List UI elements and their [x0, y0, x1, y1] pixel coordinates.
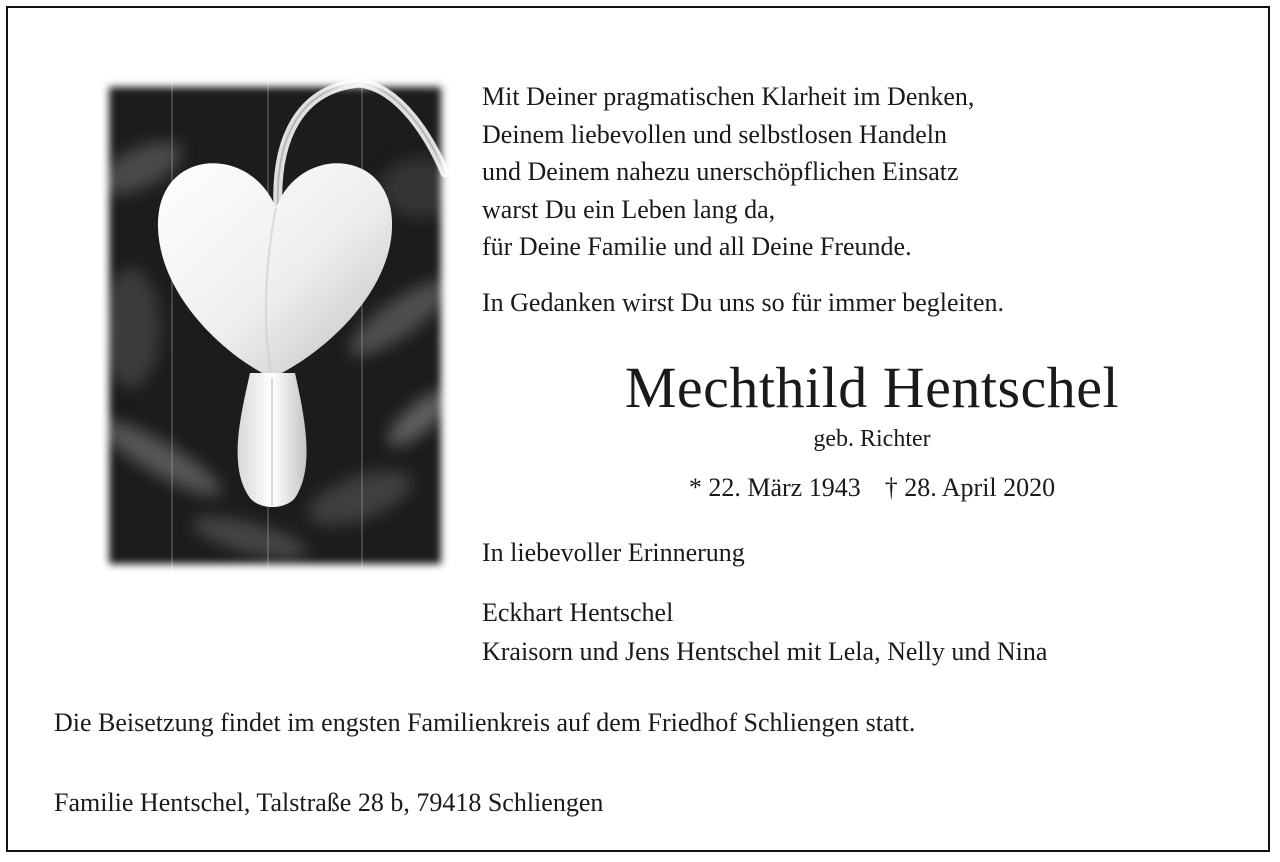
poem [482, 78, 1242, 266]
death-date: † 28. April 2020 [884, 473, 1056, 502]
mourner-list [482, 593, 1047, 671]
family-address: Familie Hentschel, Talstraße 28 b, 79418 Schliengen [54, 788, 604, 817]
birth-date: * 22. März 1943 [688, 473, 861, 502]
obituary-notice [6, 6, 1270, 852]
mourner-name: Kraisorn und Jens Hentschel mit Lela, Nelly und Nina [482, 637, 1048, 666]
deceased-name: Mechthild Hentschel [624, 355, 1120, 420]
poem-line: für Deine Familie und all Deine Freunde. [482, 232, 912, 261]
poem-line: und Deinem nahezu unerschöpflichen Einsatz [482, 157, 959, 186]
mourner-name: Eckhart Hentschel [482, 598, 674, 627]
poem-line: Mit Deiner pragmatischen Klarheit im Denken, [482, 82, 975, 111]
poem-line: warst Du ein Leben lang da, [482, 194, 776, 224]
burial-notice: Die Beisetzung findet im engsten Familienkreis auf dem Friedhof Schliengen statt. [54, 708, 916, 737]
poem-closing: In Gedanken wirst Du uns so für immer begleiten. [482, 288, 1005, 317]
bleeding-heart-flower-photo [100, 78, 450, 573]
memory-intro: In liebevoller Erinnerung [482, 538, 745, 567]
poem-line: Deinem liebevollen und selbstlosen Handeln [482, 119, 948, 149]
life-dates [482, 473, 1242, 503]
maiden-name: geb. Richter [813, 426, 931, 452]
